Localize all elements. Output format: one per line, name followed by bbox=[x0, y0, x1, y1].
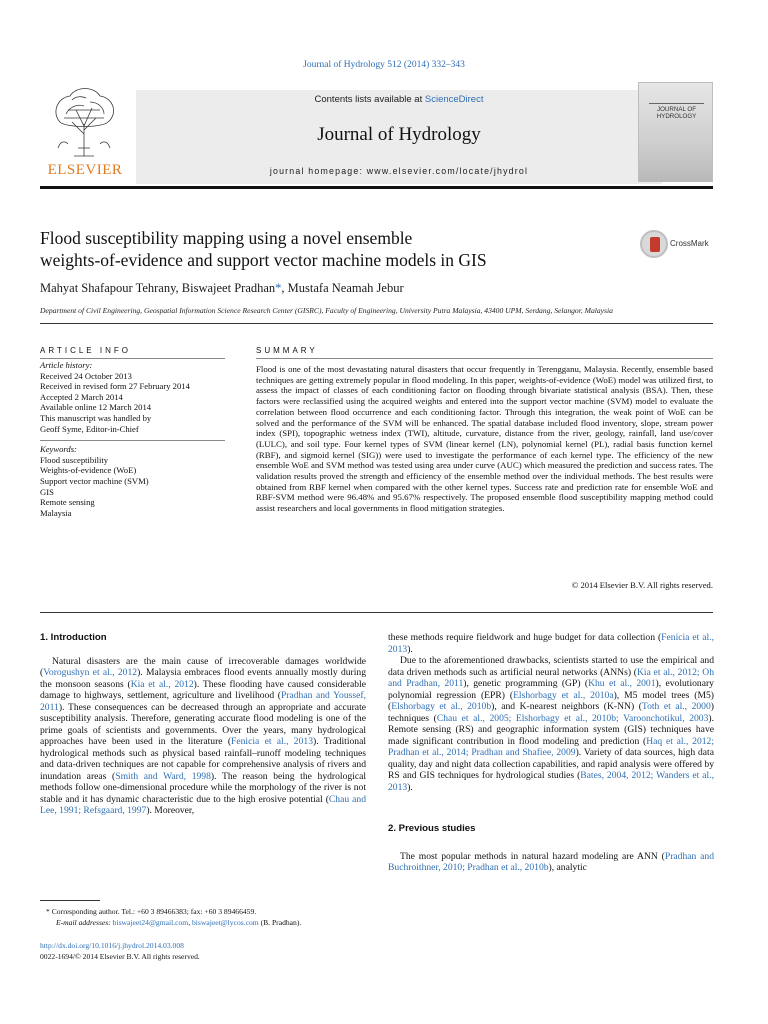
history-list bbox=[40, 371, 225, 435]
contents-line bbox=[136, 94, 662, 105]
paragraph-text: ). Remote sensing (RS) and geographic information system (GIS) techniques have made significant contribution in flood modeling and prediction ( bbox=[388, 712, 714, 747]
citation-link[interactable]: Smith and Ward, 1998 bbox=[115, 770, 211, 782]
paragraph-text: Natural disasters are the main cause of irrecoverable damages worldwide ( bbox=[40, 655, 366, 678]
authors-part-2: , Mustafa Neamah Jebur bbox=[281, 281, 404, 295]
keyword-item: Weights-of-evidence (WoE) bbox=[40, 465, 137, 476]
paragraph-text: ). These flooding have caused considerable damage to highways, settlement, agriculture and livelihood ( bbox=[40, 678, 366, 701]
article-info-heading: ARTICLE INFO bbox=[40, 346, 131, 355]
keyword-item: GIS bbox=[40, 486, 54, 497]
title-line-2: weights-of-evidence and support vector machine models in GIS bbox=[40, 250, 487, 270]
journal-homepage[interactable]: journal homepage: www.elsevier.com/locate/jhydrol bbox=[269, 166, 529, 176]
paragraph-text: ) techniques ( bbox=[388, 701, 714, 724]
paragraph-text: ). Traditional hydrological methods such as physical based rainfall–runoff modeling techniques and data-driven techniques are not capable for comprehensive analysis of rivers and inundation areas ( bbox=[40, 736, 367, 782]
elsevier-logo[interactable] bbox=[40, 76, 130, 184]
paragraph-text: ). Variety of data sources, high data quality, day and night data collection capabilities, and rapid analysis were offered by RS and GIS techniques for hydrological studies ( bbox=[388, 747, 714, 781]
paragraph-text: ). bbox=[407, 643, 413, 655]
footnote-rule bbox=[40, 900, 100, 901]
right-paragraph-1 bbox=[388, 655, 714, 793]
issn-line: 0022-1694/© 2014 Elsevier B.V. All rights reserved. bbox=[40, 951, 200, 961]
author-list bbox=[40, 281, 713, 296]
journal-reference[interactable]: Journal of Hydrology 512 (2014) 332–343 bbox=[303, 60, 465, 70]
intro-paragraph-1 bbox=[40, 656, 366, 817]
journal-banner bbox=[136, 90, 662, 184]
keywords-rule bbox=[40, 440, 225, 441]
citation-link[interactable]: Haq et al., 2012; Pradhan et al., 2014; Pradhan and Shafiee, 2009 bbox=[388, 735, 715, 758]
section-title-introduction: 1. Introduction bbox=[40, 632, 107, 643]
citation-link[interactable]: Chau et al., 2005; Elshorbagy et al., 2010b; Varoonchotikul, 2003 bbox=[436, 712, 709, 724]
summary-heading: SUMMARY bbox=[256, 346, 318, 355]
publisher-wordmark: ELSEVIER bbox=[47, 162, 123, 178]
paragraph-text: ). The reason being the hydrological methods follow one-dimensional procedure while the morphology of the river is not stable and it has dynamic characteristic due to the high erosive potential ( bbox=[40, 770, 367, 805]
footnote bbox=[40, 907, 370, 928]
email-suffix: (B. Pradhan). bbox=[258, 917, 302, 927]
keyword-item: Flood susceptibility bbox=[40, 454, 109, 465]
citation-link[interactable]: Fenicia et al., 2013 bbox=[388, 632, 714, 655]
doi-link[interactable]: http://dx.doi.org/10.1016/j.jhydrol.2014.03.008 bbox=[40, 941, 184, 950]
citation-link[interactable]: Pradhan and Buchroithner, 2010; Pradhan et al., 2010b bbox=[388, 850, 714, 873]
title-line-1: Flood susceptibility mapping using a novel ensemble bbox=[40, 228, 413, 248]
abstract-divider bbox=[40, 612, 713, 613]
keyword-item: Malaysia bbox=[40, 507, 72, 518]
citation-link[interactable]: Elshorbagy et al., 2010b bbox=[391, 701, 492, 712]
email-separator: , bbox=[188, 917, 192, 927]
history-item: Available online 12 March 2014 bbox=[40, 402, 152, 413]
authors-part-1: Mahyat Shafapour Tehrany, Biswajeet Pradhan bbox=[40, 281, 276, 295]
paragraph-text: ), M5 model trees (M5) ( bbox=[388, 689, 714, 712]
article-title bbox=[40, 227, 610, 271]
summary-copyright: © 2014 Elsevier B.V. All rights reserved. bbox=[571, 580, 713, 590]
keywords-list bbox=[40, 455, 225, 519]
body-column-right bbox=[388, 632, 714, 874]
citation-link[interactable]: Fenicia et al., 2013 bbox=[231, 736, 313, 747]
paragraph-text: ), evolutionary polynomial regression (EPR) ( bbox=[388, 678, 714, 701]
citation-link[interactable]: Vorogushyn et al., 2012 bbox=[43, 667, 138, 678]
journal-title: Journal of Hydrology bbox=[317, 124, 481, 145]
cover-title: JOURNAL OF HYDROLOGY bbox=[656, 106, 697, 120]
citation-link[interactable]: Kia et al., 2012 bbox=[130, 678, 194, 690]
body-column-left bbox=[40, 632, 366, 817]
paragraph-text: ), and K-nearest neighbors (K-NN) ( bbox=[491, 701, 642, 712]
email-link-2[interactable]: biswajeet@lycos.com bbox=[192, 917, 259, 927]
elsevier-tree-icon bbox=[46, 84, 122, 158]
cover-rule bbox=[649, 103, 704, 104]
history-item: Received 24 October 2013 bbox=[40, 370, 132, 381]
citation-link[interactable]: Pradhan and Youssef, 2011 bbox=[40, 690, 366, 713]
history-item: Received in revised form 27 February 2014 bbox=[40, 381, 190, 392]
affiliation-divider bbox=[40, 323, 713, 324]
paragraph-text: ). Malaysia embraces flood events annually mostly during the monsoon seasons ( bbox=[40, 667, 366, 690]
paragraph-text: ). These consequences can be decreased through an appropriate and accurate susceptibility analysis. Therefore, generating accurate flood modeling is one of the prime goals of scientists and governments. Over the years, many hydrological approaches have been used in the literature ( bbox=[40, 701, 366, 747]
citation-link[interactable]: Kia et al., 2012; Oh and Pradhan, 2011 bbox=[388, 666, 714, 689]
keyword-item: Support vector machine (SVM) bbox=[40, 475, 149, 486]
journal-header bbox=[40, 76, 713, 186]
contents-prefix: Contents lists available at bbox=[314, 94, 425, 105]
citation-link[interactable]: Elshorbagy et al., 2010a bbox=[513, 689, 614, 701]
corresponding-author-marker[interactable]: * bbox=[275, 281, 282, 295]
email-label: E-mail addresses: bbox=[56, 917, 113, 927]
article-info-rule bbox=[40, 358, 225, 359]
section-title-previous-studies: 2. Previous studies bbox=[388, 823, 476, 834]
paragraph-text: Due to the aforementioned drawbacks, scientists started to use the empirical and data driven methods such as artificial neural networks (ANNs) ( bbox=[388, 655, 714, 678]
right-paragraph-0 bbox=[388, 632, 714, 655]
affiliation: Department of Civil Engineering, Geospatial Information Science Research Center (GISRC), Faculty of Engineering, University Putra Malaysia, 43400 UPM, Serdang, Selangor, Malaysia bbox=[40, 306, 613, 315]
crossmark-badge[interactable] bbox=[640, 230, 720, 260]
crossmark-icon bbox=[640, 230, 668, 258]
journal-cover-thumbnail[interactable] bbox=[638, 82, 713, 182]
header-divider bbox=[40, 186, 713, 189]
citation-link[interactable]: Khu et al., 2001 bbox=[588, 678, 656, 689]
citation-link[interactable]: Toth et al., 2000 bbox=[641, 701, 711, 712]
keyword-item: Remote sensing bbox=[40, 497, 95, 508]
crossmark-label: CrossMark bbox=[670, 239, 709, 248]
paragraph-text: The most popular methods in natural hazard modeling are ANN ( bbox=[400, 850, 665, 862]
citation-link[interactable]: Chau and Lee, 1991; Refsgaard, 1997 bbox=[40, 793, 366, 816]
summary-text: Flood is one of the most devastating natural disasters that occur frequently in Terengganu, Malaysia. Recently, ensemble based techniques are getting extremely popular in flood modeling. In this paper, weights-of-evidence (WoE) model was utilized first, to assess the impact of classes of each conditioning factor on flooding through bivariate statistical analysis (BSA). Then, these factors were reclassified using the acquired weights and entered into the support vector machine (SVM) model to evaluate the correlation between flood occurrence and each conditioning factor. Through this integration, the weak point of WoE can be solved and the performance of the SVM will be enhanced. The spatial database included flood inventory, slope, stream power index (SPI), topographic wetness index (TWI), altitude, curvature, distance from the river, geology, rainfall, land use/cover (LULC), and soil type. Four kernel types of SVM (linear kernel (LN), polynomial kernel (PL), radial basis function kernel (RBF), and sigmoid kernel (SIG)) were used to investigate the performance of each kernel type. The efficiency of the new ensemble WoE and SVM method was tested using area under curve (AUC) which measured the prediction and success rates. The validation results proved the strength and efficiency of the ensemble method over the individual methods. The best results were obtained from RBF kernel when compared with the other kernel types. Success rate and prediction rate for ensemble WoE and RBF-SVM method were 96.48% and 95.67% respectively. The proposed ensemble flood susceptibility mapping method could assist researchers and local governments in flood mitigation strategies. bbox=[256, 364, 713, 514]
paragraph-text: ). bbox=[407, 781, 413, 793]
previous-paragraph-1 bbox=[388, 851, 714, 874]
paragraph-text: ), genetic programming (GP) ( bbox=[463, 678, 589, 689]
history-item: This manuscript was handled by bbox=[40, 412, 152, 423]
email-line bbox=[40, 918, 370, 929]
doi-block bbox=[40, 941, 370, 962]
citation-link[interactable]: Bates, 2004, 2012; Wanders et al., 2013 bbox=[388, 770, 714, 793]
article-info bbox=[40, 360, 225, 518]
paragraph-text: these methods require fieldwork and huge budget for data collection ( bbox=[388, 632, 662, 643]
keywords-label: Keywords: bbox=[40, 444, 77, 455]
history-label: Article history: bbox=[40, 360, 93, 370]
sciencedirect-link[interactable]: ScienceDirect bbox=[424, 94, 484, 105]
corresponding-note: * Corresponding author. Tel.: +60 3 89466383; fax: +60 3 89466459. bbox=[46, 907, 257, 916]
history-item: Geoff Syme, Editor-in-Chief bbox=[40, 423, 139, 434]
paragraph-text: ). Moreover, bbox=[146, 805, 195, 816]
paragraph-text: ), analytic bbox=[548, 862, 587, 873]
history-item: Accepted 2 March 2014 bbox=[40, 391, 123, 402]
email-link-1[interactable]: biswajeet24@gmail.com bbox=[112, 917, 189, 927]
summary-rule bbox=[256, 358, 713, 359]
